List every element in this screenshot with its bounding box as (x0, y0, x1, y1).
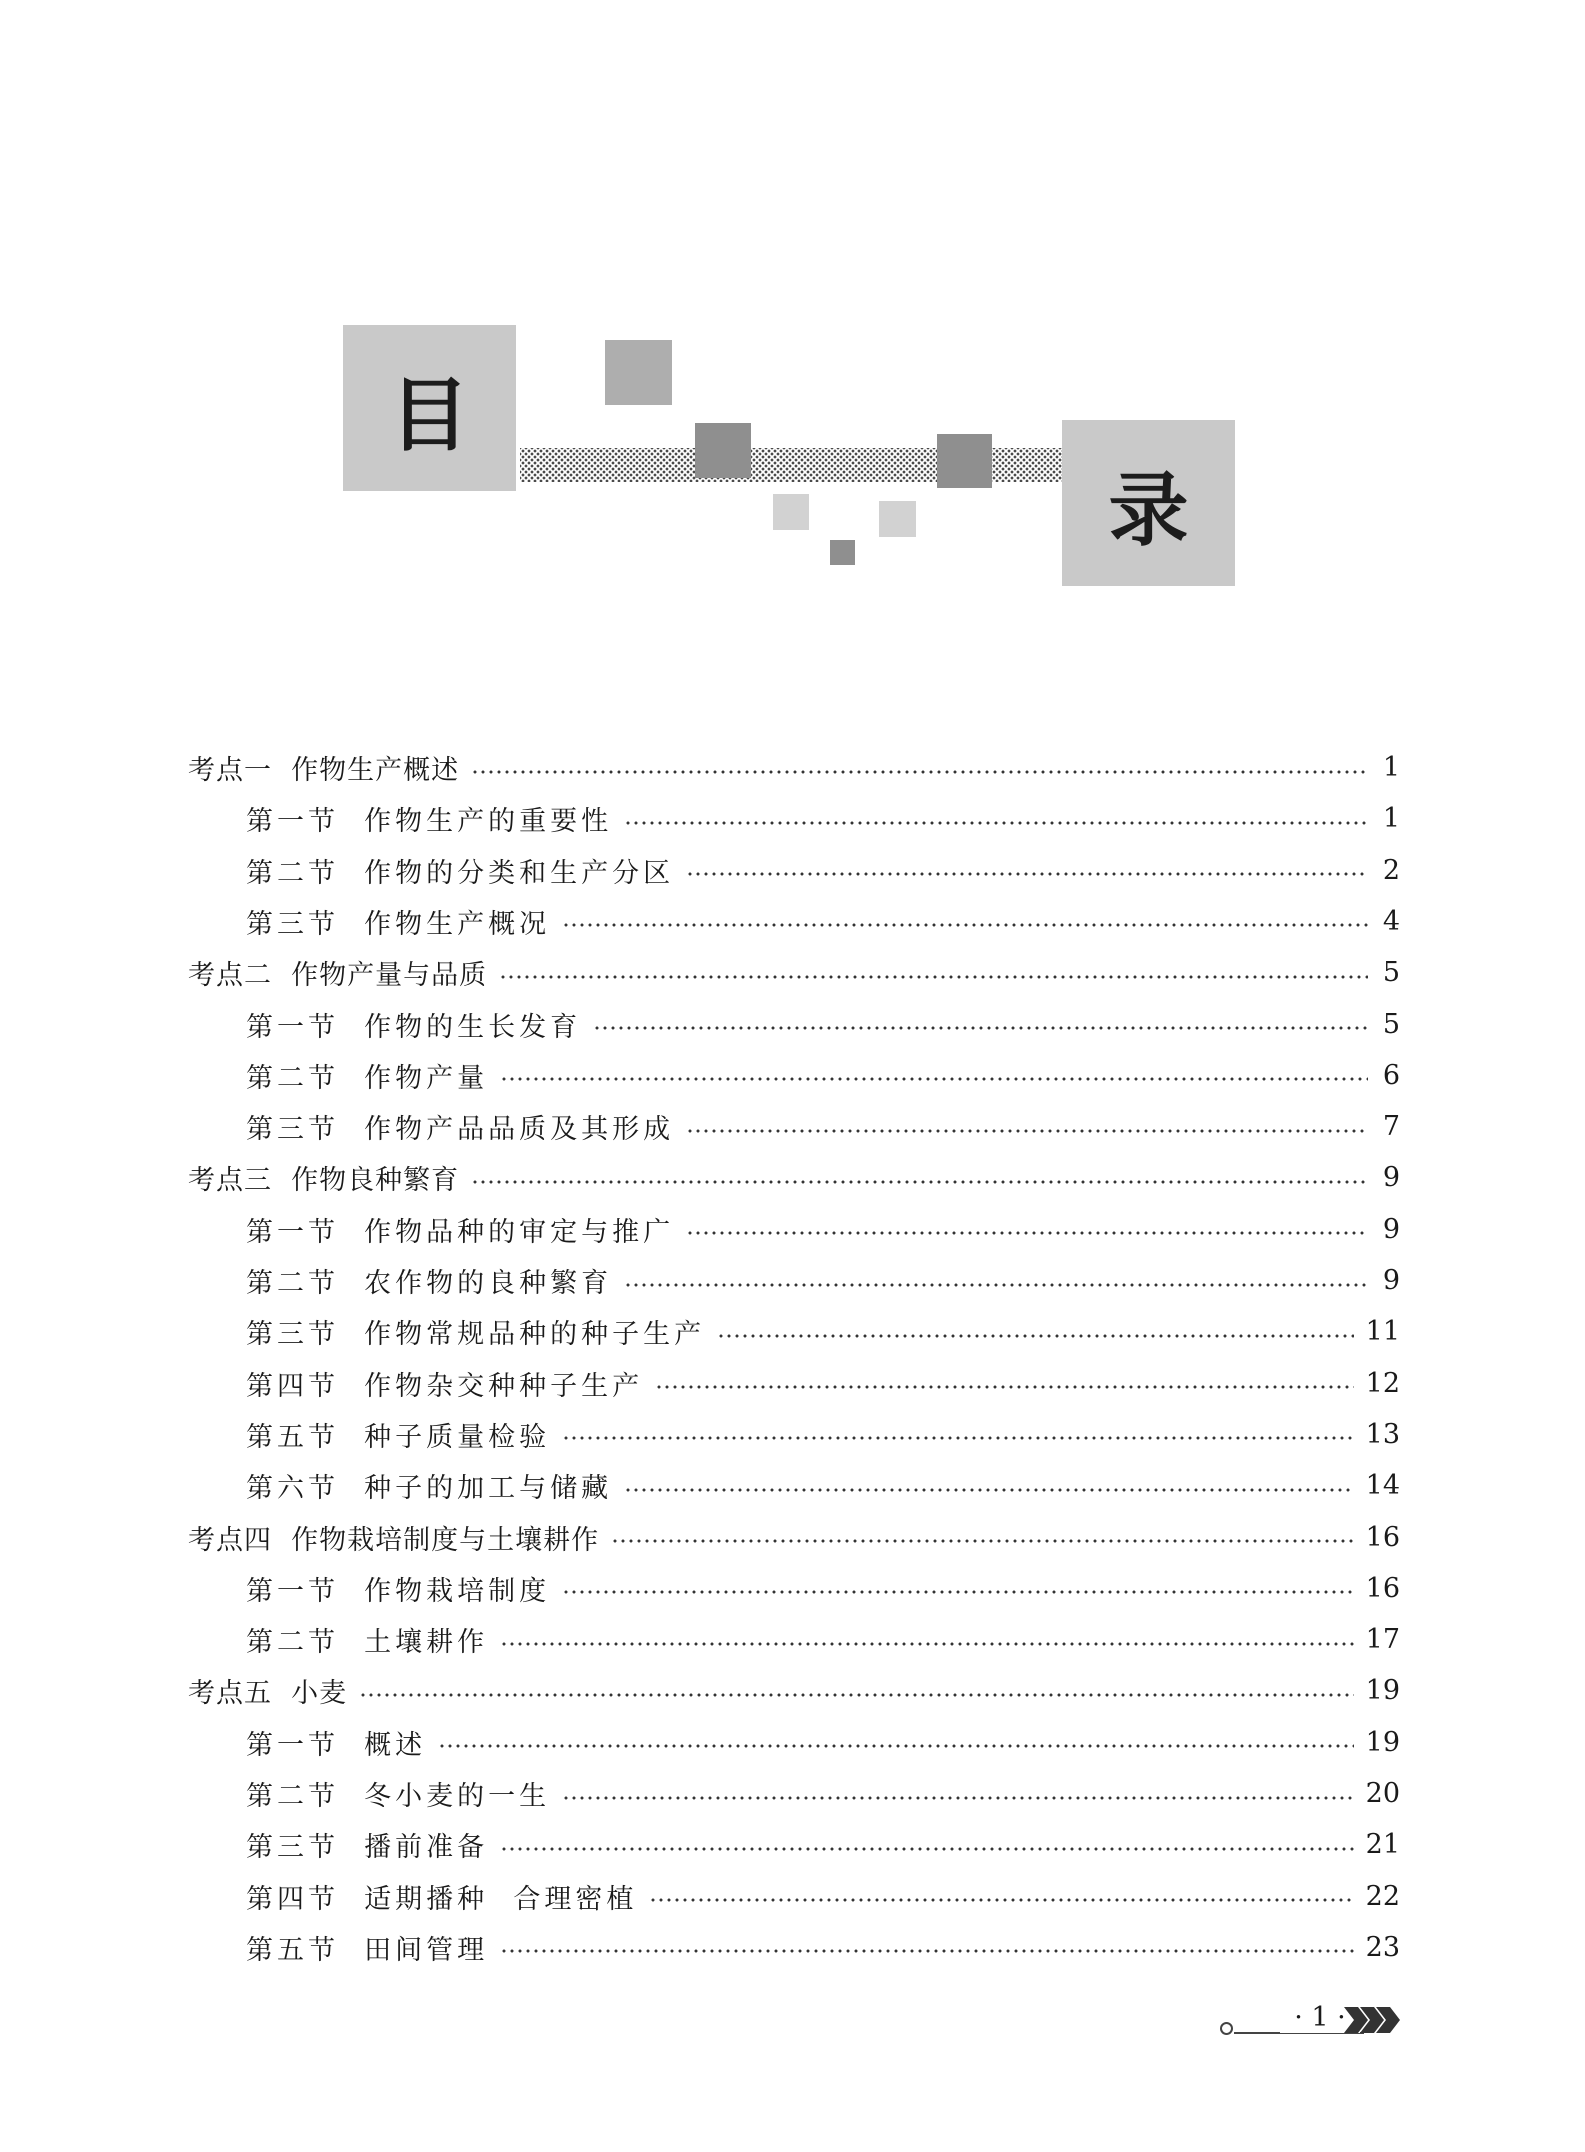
toc-entry-label: 第一节 作物栽培制度 (246, 1575, 551, 1607)
toc-entry-label: 第四节 作物杂交种种子生产 (246, 1370, 644, 1402)
toc-entry-page: 16 (1365, 1572, 1400, 1604)
dot-leader (500, 1949, 1353, 1953)
toc-entry-label: 第五节 种子质量检验 (246, 1421, 551, 1453)
dot-leader (500, 1847, 1353, 1851)
toc-entry-page: 1 (1382, 803, 1400, 835)
deco-square (773, 494, 809, 530)
dot-leader (562, 923, 1368, 927)
dot-leader (593, 1026, 1368, 1030)
deco-square (695, 423, 751, 478)
toc-entry-page: 22 (1365, 1880, 1400, 1912)
dot-leader (686, 872, 1368, 876)
toc-entry-label: 第三节 播前准备 (246, 1832, 489, 1864)
toc-section-entry[interactable] (246, 1768, 1400, 1819)
circle-icon (1220, 2022, 1233, 2035)
dot-leader (649, 1898, 1353, 1902)
toc-section-entry[interactable] (246, 1255, 1400, 1306)
toc-entry-page: 7 (1382, 1111, 1400, 1143)
toc-chapter-entry[interactable] (188, 1512, 1400, 1563)
deco-square (830, 540, 855, 565)
toc-entry-page: 11 (1365, 1316, 1400, 1348)
toc-chapter-entry[interactable] (188, 1152, 1400, 1203)
toc-entry-page: 14 (1365, 1470, 1400, 1502)
deco-square (605, 340, 672, 405)
toc-entry-page: 4 (1382, 905, 1400, 937)
toc-entry-label: 第二节 作物产量 (246, 1062, 489, 1094)
toc-section-entry[interactable] (246, 1871, 1400, 1922)
dot-leader (359, 1693, 1353, 1697)
toc-entry-label: 第三节 作物生产概况 (246, 908, 551, 940)
toc-entry-label: 第三节 作物产品品质及其形成 (246, 1114, 675, 1146)
toc-entry-label: 第三节 作物常规品种的种子生产 (246, 1319, 706, 1351)
toc-chapter-entry[interactable] (188, 1665, 1400, 1716)
toc-entry-page: 5 (1382, 1008, 1400, 1040)
toc-entry-label: 第二节 农作物的良种繁育 (246, 1268, 613, 1299)
toc-entry-page: 1 (1382, 752, 1400, 783)
dot-leader (655, 1385, 1353, 1389)
toc-entry-label: 第一节 作物品种的审定与推广 (246, 1216, 675, 1248)
page-footer (1220, 2000, 1410, 2040)
toc-entry-label: 第六节 种子的加工与储藏 (246, 1473, 613, 1505)
dot-leader (471, 1180, 1368, 1184)
toc-section-entry[interactable] (246, 1101, 1400, 1152)
toc-section-entry[interactable] (246, 1819, 1400, 1870)
dot-leader (562, 1796, 1353, 1800)
dot-leader (686, 1129, 1368, 1133)
toc-entry-label: 第一节 概述 (246, 1729, 427, 1761)
toc-entry-page: 5 (1382, 957, 1400, 989)
toc-entry-label: 第二节 土壤耕作 (246, 1627, 489, 1659)
toc-entry-label: 第五节 田间管理 (246, 1934, 489, 1966)
dot-leader (499, 975, 1368, 979)
toc-entry-page: 23 (1365, 1931, 1400, 1963)
toc-entry-label: 考点一 作物生产概述 (188, 755, 460, 786)
toc-entry-label: 第一节 作物生产的重要性 (246, 806, 613, 838)
toc-entry-label: 第四节 适期播种 合理密植 (246, 1883, 638, 1915)
toc-entry-page: 19 (1365, 1675, 1400, 1707)
toc-section-entry[interactable] (246, 1563, 1400, 1614)
toc-entry-page: 20 (1365, 1778, 1400, 1809)
dot-leader (562, 1590, 1353, 1594)
dot-leader (624, 1488, 1353, 1492)
toc-entry-page: 19 (1365, 1726, 1400, 1758)
toc-section-entry[interactable] (246, 1460, 1400, 1511)
toc-section-entry[interactable] (246, 896, 1400, 947)
toc-entry-label: 考点四 作物栽培制度与土壤耕作 (188, 1524, 600, 1556)
toc-section-entry[interactable] (246, 793, 1400, 844)
dot-leader (500, 1077, 1368, 1081)
toc-entry-page: 16 (1365, 1521, 1400, 1553)
dot-leader (624, 821, 1368, 825)
toc-section-entry[interactable] (246, 1050, 1400, 1101)
toc-entry-page: 9 (1382, 1265, 1400, 1296)
toc-entry-page: 2 (1382, 854, 1400, 886)
toc-section-entry[interactable] (246, 1614, 1400, 1665)
deco-square (879, 501, 916, 537)
toc-entry-label: 第二节 冬小麦的一生 (246, 1781, 551, 1812)
title-char-right: 录 (1062, 420, 1235, 586)
toc-entry-page: 13 (1365, 1418, 1400, 1450)
page-number: · 1 · (1280, 2002, 1360, 2033)
toc-header-decoration (0, 0, 1585, 620)
chevron-arrows-icon (1342, 2004, 1404, 2036)
toc-entry-label: 第一节 作物的生长发育 (246, 1011, 582, 1043)
toc-chapter-entry[interactable] (188, 947, 1400, 998)
dot-leader (686, 1231, 1368, 1235)
toc-entry-page: 6 (1382, 1059, 1400, 1091)
toc-section-entry[interactable] (246, 1409, 1400, 1460)
title-char-left: 目 (343, 325, 516, 491)
toc-entry-page: 9 (1382, 1213, 1400, 1245)
toc-section-entry[interactable] (246, 1922, 1400, 1973)
dot-leader (624, 1283, 1368, 1287)
toc-section-entry[interactable] (246, 1358, 1400, 1409)
dot-leader (500, 1642, 1353, 1646)
toc-section-entry[interactable] (246, 1717, 1400, 1768)
toc-entry-page: 21 (1365, 1829, 1400, 1861)
toc-entry-label: 考点三 作物良种繁育 (188, 1165, 460, 1197)
toc-entry-label: 第二节 作物的分类和生产分区 (246, 857, 675, 889)
dot-leader (717, 1334, 1353, 1338)
dot-leader (471, 770, 1368, 774)
deco-square (937, 434, 992, 488)
toc-entry-label: 考点五 小麦 (188, 1678, 348, 1710)
dot-leader (562, 1436, 1353, 1440)
toc-chapter-entry[interactable] (188, 742, 1400, 793)
dot-leader (438, 1744, 1353, 1748)
toc-section-entry[interactable] (246, 1306, 1400, 1357)
toc-section-entry[interactable] (246, 999, 1400, 1050)
toc-entry-label: 考点二 作物产量与品质 (188, 960, 488, 992)
toc-entry-page: 9 (1382, 1162, 1400, 1194)
toc-section-entry[interactable] (246, 1204, 1400, 1255)
toc-entry-page: 12 (1365, 1367, 1400, 1399)
toc-entry-page: 17 (1365, 1624, 1400, 1656)
toc-section-entry[interactable] (246, 845, 1400, 896)
dot-leader (611, 1539, 1353, 1543)
